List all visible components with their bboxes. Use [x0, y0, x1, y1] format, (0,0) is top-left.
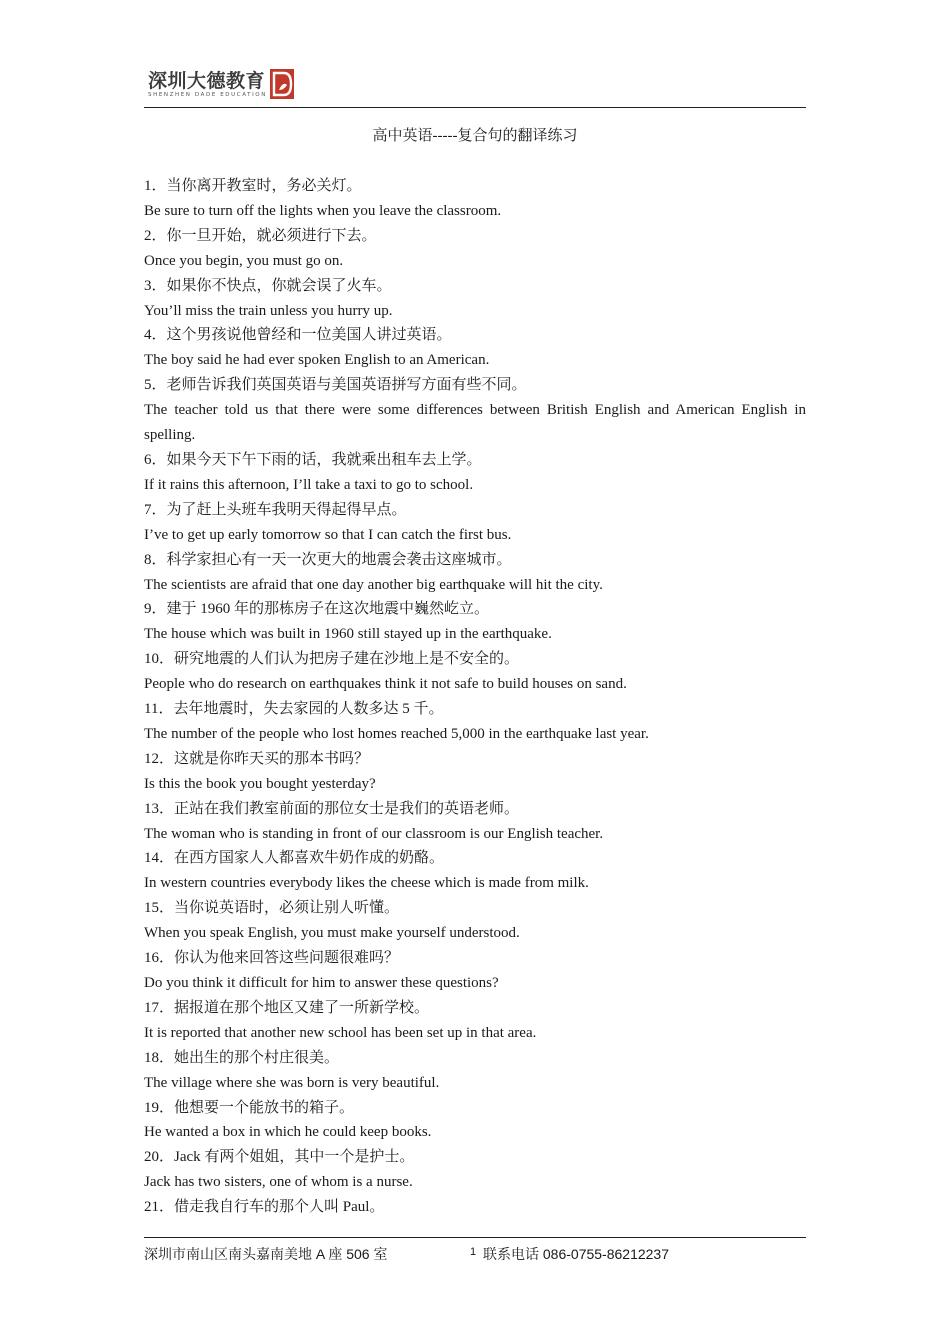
question-14: 14．在西方国家人人都喜欢牛奶作成的奶酪。: [144, 850, 445, 867]
logo-chinese-name: 深圳大德教育: [148, 69, 266, 92]
answer-7: I’ve to get up early tomorrow so that I can catch the first bus.: [144, 526, 512, 543]
footer-phone: 联系电话 086-0755-86212237: [483, 1246, 670, 1262]
page-title: 高中英语-----复合句的翻译练习: [372, 128, 578, 144]
company-logo: [148, 68, 294, 100]
question-10: 10．研究地震的人们认为把房子建在沙地上是不安全的。: [144, 651, 520, 668]
answer-8: The scientists are afraid that one day another big earthquake will hit the city.: [144, 576, 603, 593]
question-2: 2．你一旦开始，就必须进行下去。: [144, 227, 377, 244]
answer-17: It is reported that another new school has been set up in that area.: [144, 1024, 537, 1041]
answer-3: You’ll miss the train unless you hurry up.: [144, 302, 393, 319]
question-19: 19．他想要一个能放书的箱子。: [144, 1099, 355, 1116]
answer-12: Is this the book you bought yesterday?: [144, 775, 376, 792]
question-3: 3．如果你不快点，你就会误了火车。: [144, 277, 392, 294]
logo-english-name: SHENZHEN DADE EDUCATION: [148, 91, 267, 98]
footer-divider: [144, 1237, 806, 1238]
answer-9: The house which was built in 1960 still stayed up in the earthquake.: [144, 626, 552, 643]
question-5: 5．老师告诉我们英国英语与美国英语拼写方面有些不同。: [144, 377, 527, 394]
question-21: 21．借走我自行车的那个人叫 Paul。: [144, 1199, 385, 1216]
answer-18: The village where she was born is very beautiful.: [144, 1074, 440, 1091]
page-number: 1: [470, 1246, 477, 1258]
question-13: 13．正站在我们教室前面的那位女士是我们的英语老师。: [144, 800, 520, 817]
answer-1: Be sure to turn off the lights when you leave the classroom.: [144, 202, 502, 219]
question-15: 15．当你说英语时，必须让别人听懂。: [144, 900, 400, 917]
answer-2: Once you begin, you must go on.: [144, 252, 344, 269]
answer-4: The boy said he had ever spoken English to an American.: [144, 352, 490, 369]
answer-13: The woman who is standing in front of our classroom is our English teacher.: [144, 825, 604, 842]
question-20: 20．Jack 有两个姐姐，其中一个是护士。: [144, 1149, 415, 1166]
answer-20: Jack has two sisters, one of whom is a nurse.: [144, 1174, 413, 1191]
answer-5: The teacher told us that there were some differences between British English and American English in spelling.: [144, 402, 806, 444]
answer-15: When you speak English, you must make yourself understood.: [144, 925, 520, 942]
exercise-list: [144, 174, 806, 1220]
header-divider: [144, 107, 806, 108]
question-17: 17．据报道在那个地区又建了一所新学校。: [144, 999, 430, 1016]
question-1: 1．当你离开教室时，务必关灯。: [144, 178, 362, 194]
answer-6: If it rains this afternoon, I’ll take a taxi to go to school.: [144, 476, 474, 493]
answer-19: He wanted a box in which he could keep books.: [144, 1124, 432, 1141]
question-18: 18．她出生的那个村庄很美。: [144, 1049, 340, 1066]
footer-address: 深圳市南山区南头嘉南美地 A 座 506 室: [144, 1246, 388, 1262]
answer-11: The number of the people who lost homes reached 5,000 in the earthquake last year.: [144, 725, 649, 742]
logo-mark-icon: [270, 69, 294, 99]
question-16: 16．你认为他来回答这些问题很难吗？: [144, 950, 400, 967]
question-6: 6．如果今天下午下雨的话，我就乘出租车去上学。: [144, 451, 482, 468]
answer-14: In western countries everybody likes the cheese which is made from milk.: [144, 875, 589, 892]
question-4: 4．这个男孩说他曾经和一位美国人讲过英语。: [144, 327, 452, 344]
question-11: 11．去年地震时，失去家园的人数多达 5 千。: [144, 701, 444, 718]
answer-16: Do you think it difficult for him to answer these questions?: [144, 975, 499, 991]
answer-10: People who do research on earthquakes think it not safe to build houses on sand.: [144, 676, 627, 693]
question-8: 8．科学家担心有一天一次更大的地震会袭击这座城市。: [144, 551, 512, 568]
question-9: 9．建于 1960 年的那栋房子在这次地震中巍然屹立。: [144, 601, 490, 618]
question-7: 7．为了赶上头班车我明天得起得早点。: [144, 501, 407, 518]
question-12: 12．这就是你昨天买的那本书吗？: [144, 750, 370, 767]
